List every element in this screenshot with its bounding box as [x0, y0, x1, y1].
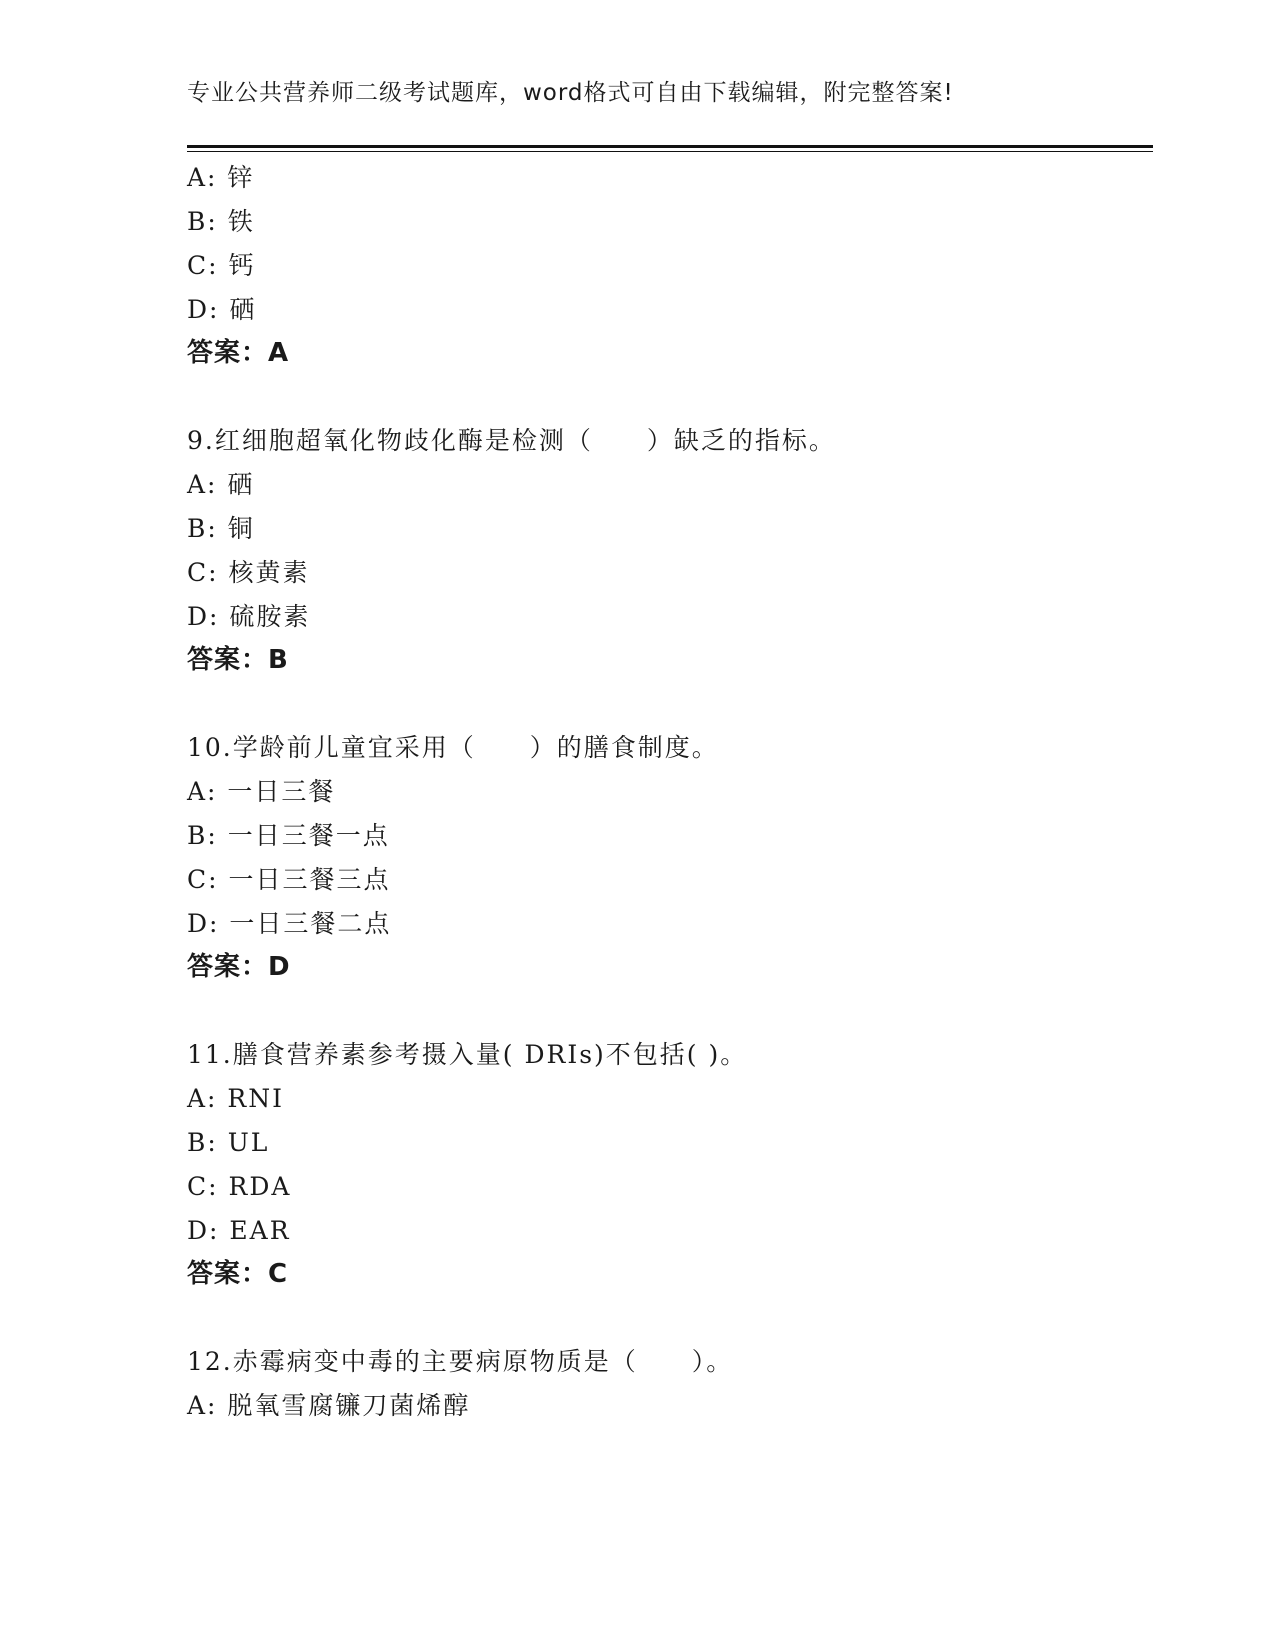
option-a: A: RNI [187, 1084, 284, 1113]
option-c: C: 钙 [187, 251, 256, 280]
question-text: 10.学龄前儿童宜采用（ ）的膳食制度。 [187, 733, 719, 762]
answer: 答案：C [187, 1259, 289, 1289]
option-d: D: 一日三餐二点 [187, 909, 392, 938]
header-text: 专业公共营养师二级考试题库，word格式可自由下载编辑，附完整答案! [187, 80, 954, 106]
question-text: 11.膳食营养素参考摄入量( DRIs)不包括( )。 [187, 1040, 748, 1069]
option-a: A: 一日三餐 [187, 777, 336, 806]
option-b: B: 铜 [187, 514, 255, 543]
answer: 答案：B [187, 645, 289, 675]
header-rule-thin [187, 151, 1153, 152]
option-d: D: 硒 [187, 295, 257, 324]
option-d: D: EAR [187, 1216, 291, 1245]
option-b: B: UL [187, 1128, 270, 1157]
option-d: D: 硫胺素 [187, 602, 311, 631]
question-text: 9.红细胞超氧化物歧化酶是检测（ ）缺乏的指标。 [187, 426, 836, 455]
answer: 答案：D [187, 952, 291, 982]
header-rule-thick [187, 145, 1153, 148]
option-a: A: 脱氧雪腐镰刀菌烯醇 [187, 1391, 471, 1420]
option-c: C: 一日三餐三点 [187, 865, 391, 894]
question-text: 12.赤霉病变中毒的主要病原物质是（ ）。 [187, 1347, 734, 1376]
answer: 答案：A [187, 338, 290, 368]
option-c: C: RDA [187, 1172, 292, 1201]
option-b: B: 铁 [187, 207, 255, 236]
option-a: A: 硒 [187, 470, 255, 499]
option-c: C: 核黄素 [187, 558, 310, 587]
option-b: B: 一日三餐一点 [187, 821, 390, 850]
option-a: A: 锌 [187, 163, 255, 192]
